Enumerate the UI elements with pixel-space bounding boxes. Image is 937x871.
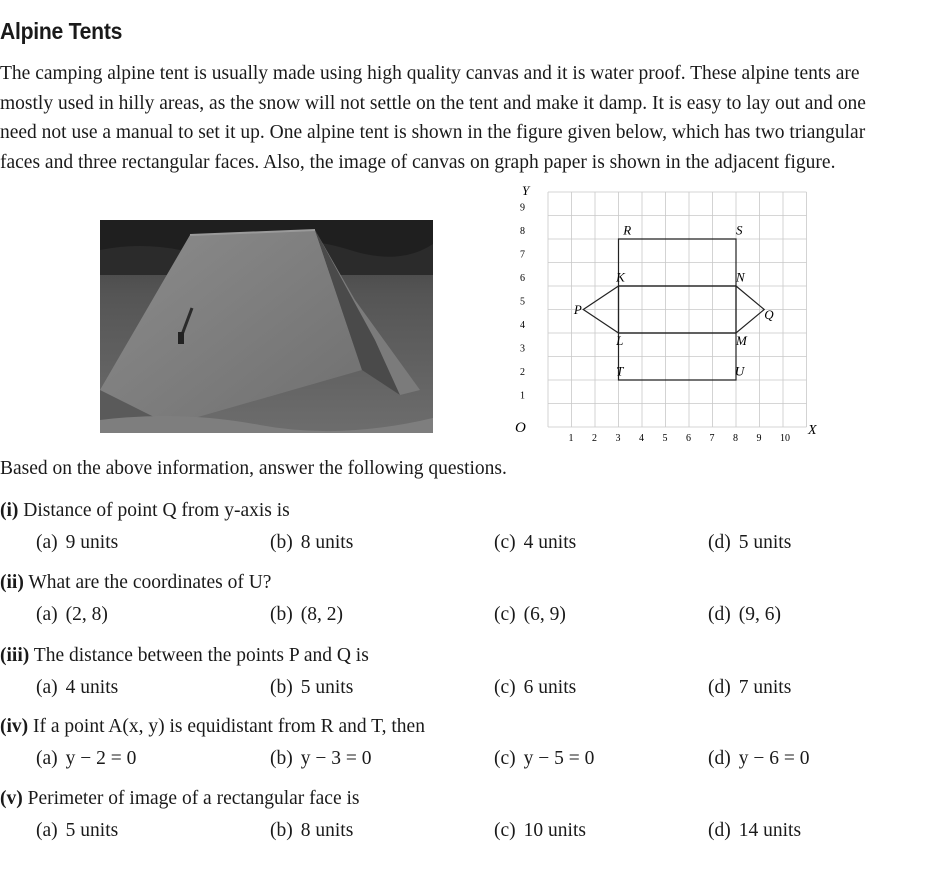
option-letter: (c) <box>494 604 516 625</box>
option-text: (9, 6) <box>738 604 781 625</box>
x-tick-label: 5 <box>662 433 668 444</box>
instruction-text: Based on the above information, answer the following questions. <box>0 458 507 479</box>
option-letter: (a) <box>36 677 58 698</box>
answer-option[interactable] <box>494 677 576 699</box>
answer-option[interactable] <box>270 820 353 842</box>
option-text: 14 units <box>738 820 802 841</box>
origin-label: O <box>515 420 526 436</box>
option-letter: (d) <box>708 532 731 553</box>
tent-photo <box>100 220 433 433</box>
y-tick-label: 7 <box>520 249 525 261</box>
option-text: 4 units <box>523 532 577 553</box>
option-text: (8, 2) <box>300 604 343 625</box>
question-number: (i) <box>0 500 19 521</box>
answer-option[interactable] <box>708 820 801 842</box>
question-number: (ii) <box>0 572 24 593</box>
x-tick-label: 8 <box>733 433 738 444</box>
option-letter: (b) <box>270 820 293 841</box>
option-text: 5 units <box>65 820 119 841</box>
option-text: (6, 9) <box>523 604 566 625</box>
option-text: 8 units <box>300 820 354 841</box>
point-label-s: S <box>736 222 743 238</box>
question-number: (iv) <box>0 716 29 737</box>
y-tick-label: 8 <box>520 226 525 237</box>
question-text: Distance of point Q from y-axis is <box>23 500 290 521</box>
x-axis-label: X <box>808 423 817 438</box>
x-tick-label: 9 <box>756 433 762 444</box>
x-tick-label: 10 <box>780 433 790 444</box>
option-text: y − 5 = 0 <box>523 748 595 769</box>
point-label-t: T <box>616 363 624 379</box>
y-tick-label: 5 <box>520 296 525 308</box>
option-letter: (b) <box>270 604 293 625</box>
option-text: y − 6 = 0 <box>738 748 810 769</box>
question-stem <box>0 500 290 522</box>
option-letter: (d) <box>708 677 731 698</box>
option-text: 5 units <box>738 532 792 553</box>
option-text: 8 units <box>300 532 354 553</box>
question-text: If a point A(x, y) is equidistant from R and T, then <box>33 716 425 737</box>
point-label-n: N <box>736 269 745 285</box>
option-letter: (b) <box>270 677 293 698</box>
option-text: 9 units <box>65 532 119 553</box>
y-tick-label: 2 <box>520 367 525 378</box>
question-stem <box>0 645 369 667</box>
x-tick-label: 1 <box>568 433 574 444</box>
option-text: 5 units <box>300 677 354 698</box>
intro-line: The camping alpine tent is usually made using high quality canvas and it is water proof. These alpine tents are <box>0 63 860 84</box>
y-tick-label: 1 <box>520 390 525 402</box>
option-text: y − 3 = 0 <box>300 748 372 769</box>
intro-line: faces and three rectangular faces. Also, the image of canvas on graph paper is shown in the adjacent figure. <box>0 151 836 173</box>
option-letter: (d) <box>708 820 731 841</box>
option-letter: (c) <box>494 532 516 553</box>
intro-line: mostly used in hilly areas, as the snow will not settle on the tent and make it damp. It is easy to lay out and one <box>0 92 866 114</box>
question-stem <box>0 572 271 594</box>
question-text: Perimeter of image of a rectangular face is <box>27 788 360 809</box>
y-tick-label: 3 <box>520 343 525 355</box>
y-tick-label: 4 <box>520 320 525 331</box>
option-letter: (a) <box>36 820 58 841</box>
option-text: y − 2 = 0 <box>65 748 137 769</box>
answer-option[interactable] <box>708 604 781 626</box>
y-axis-label: Y <box>522 183 530 198</box>
point-label-r: R <box>623 222 632 238</box>
option-letter: (c) <box>494 677 516 698</box>
option-letter: (c) <box>494 748 516 769</box>
option-letter: (c) <box>494 820 516 841</box>
answer-option[interactable] <box>708 677 791 699</box>
question-number: (iii) <box>0 645 30 666</box>
option-letter: (a) <box>36 748 58 769</box>
answer-option[interactable] <box>270 748 372 770</box>
point-label-k: K <box>616 269 625 285</box>
point-label-u: U <box>734 363 745 379</box>
answer-option[interactable] <box>708 748 810 770</box>
answer-option[interactable] <box>36 820 118 842</box>
option-text: 7 units <box>738 677 792 698</box>
point-label-l: L <box>616 332 624 348</box>
point-label-m: M <box>736 332 747 348</box>
option-text: 10 units <box>523 820 586 841</box>
answer-option[interactable] <box>708 532 791 554</box>
x-tick-label: 2 <box>592 433 597 444</box>
y-tick-label: 6 <box>520 273 525 284</box>
graph-paper-figure <box>500 182 830 450</box>
option-letter: (b) <box>270 748 293 769</box>
option-text: 4 units <box>65 677 119 698</box>
x-tick-label: 3 <box>615 433 621 444</box>
answer-option[interactable] <box>36 677 118 699</box>
option-letter: (d) <box>708 748 731 769</box>
answer-option[interactable] <box>494 748 594 770</box>
question-text: The distance between the points P and Q is <box>33 645 369 666</box>
question-stem <box>0 788 360 810</box>
intro-paragraph <box>0 59 930 177</box>
answer-option[interactable] <box>36 532 118 554</box>
answer-option[interactable] <box>270 677 353 699</box>
answer-option[interactable] <box>36 748 136 770</box>
intro-line: need not use a manual to set it up. One alpine tent is shown in the figure given below, which has two triangular <box>0 122 866 143</box>
x-tick-label: 4 <box>639 433 644 444</box>
x-tick-label: 6 <box>686 433 691 444</box>
y-tick-label: 9 <box>520 202 525 214</box>
point-labels <box>573 222 774 378</box>
answer-option[interactable] <box>270 604 343 626</box>
page-title: Alpine Tents <box>0 18 123 44</box>
question-text: What are the coordinates of U? <box>28 572 272 593</box>
option-letter: (d) <box>708 604 731 625</box>
answer-option[interactable] <box>494 604 566 626</box>
option-text: 6 units <box>523 677 577 698</box>
option-letter: (a) <box>36 532 58 553</box>
question-number: (v) <box>0 788 23 809</box>
x-tick-label: 7 <box>709 433 715 444</box>
option-letter: (b) <box>270 532 293 553</box>
point-label-p: P <box>573 302 582 318</box>
option-text: (2, 8) <box>65 604 108 625</box>
option-letter: (a) <box>36 604 58 625</box>
answer-option[interactable] <box>494 820 586 842</box>
answer-option[interactable] <box>494 532 576 554</box>
question-stem <box>0 716 425 738</box>
point-label-q: Q <box>764 306 774 322</box>
answer-option[interactable] <box>36 604 108 626</box>
answer-option[interactable] <box>270 532 353 554</box>
